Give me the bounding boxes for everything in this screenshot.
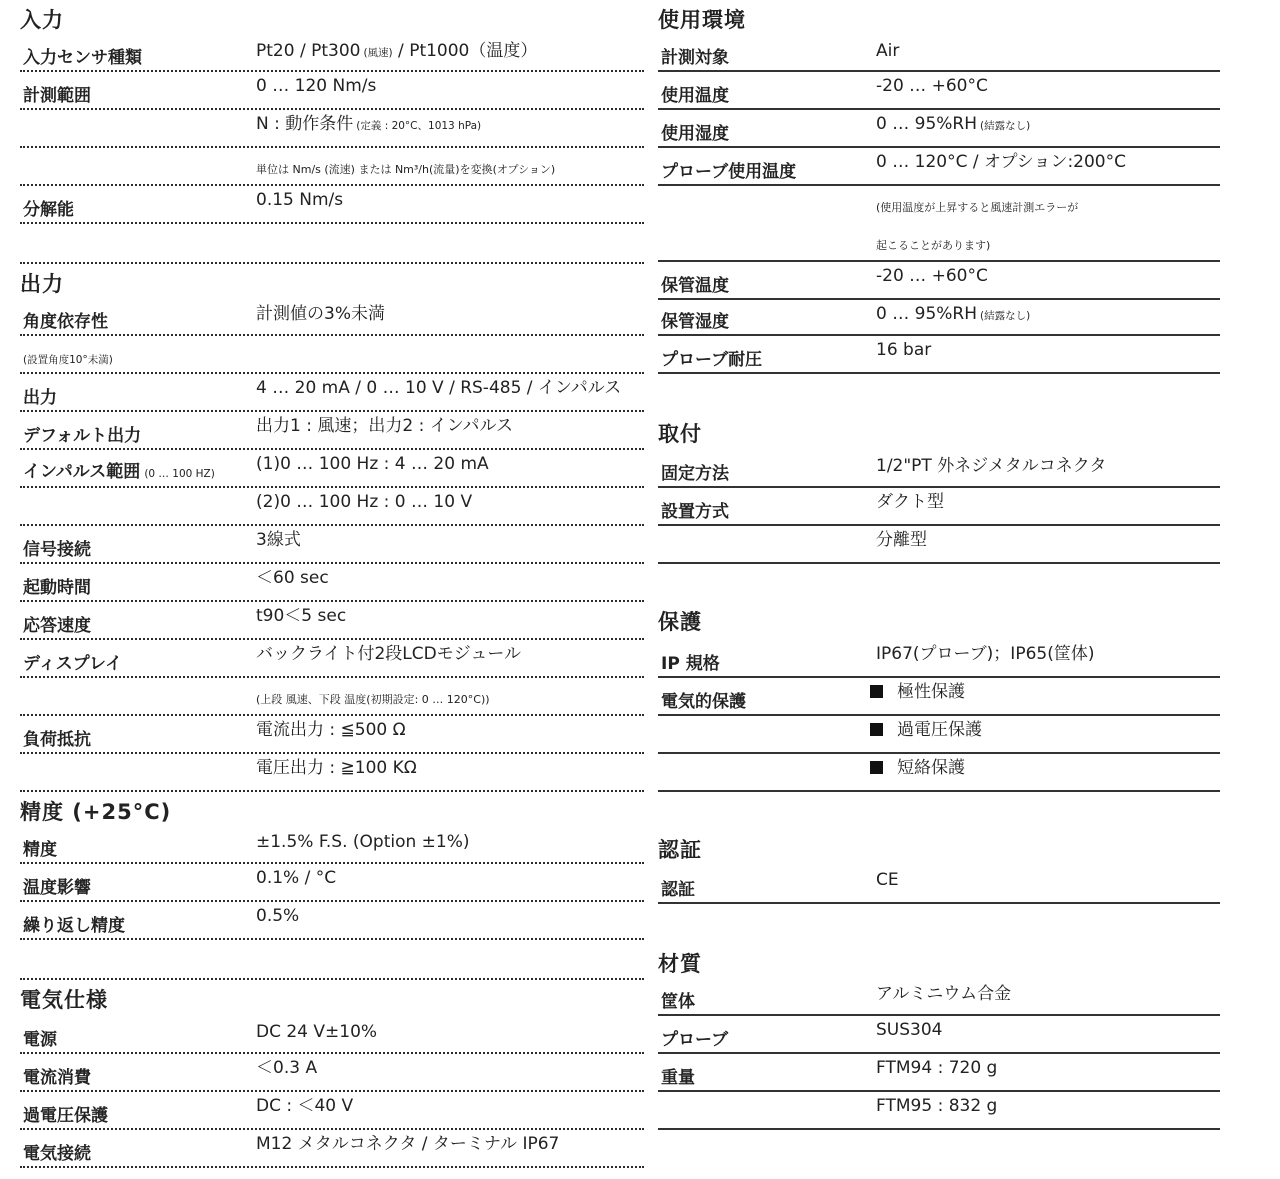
spec-value-text: 0 … 120°C / オプション:200°C: [876, 152, 1126, 172]
spec-row: [658, 72, 1220, 110]
spec-row: [658, 1054, 1220, 1092]
spec-row: [20, 72, 644, 110]
spec-label: [23, 348, 113, 370]
spec-label: [23, 48, 142, 68]
spec-value-text: 0.1% / °C: [256, 868, 337, 888]
spec-row: [20, 602, 644, 640]
spec-row: [20, 754, 644, 792]
spec-label-text: 固定方法: [661, 464, 729, 484]
spec-row: [658, 452, 1220, 488]
spec-value-text: バックライト付2段LCDモジュール: [256, 644, 522, 664]
section-heading: 認証: [658, 838, 702, 862]
spec-row: [20, 374, 644, 412]
spec-label-text: 分解能: [23, 200, 74, 220]
spec-label: [661, 276, 729, 296]
spec-label: [23, 200, 74, 220]
spec-value: [256, 568, 329, 588]
spec-value-text: 16 bar: [876, 340, 932, 360]
spec-label: [23, 312, 108, 332]
section-heading: 材質: [658, 952, 702, 976]
spec-value-note: (結露なし): [980, 310, 1031, 322]
spec-label-text: プローブ: [661, 1030, 729, 1050]
spec-label: [661, 654, 720, 674]
spec-label: [23, 1068, 91, 1088]
spec-label-text: IP 規格: [661, 654, 720, 674]
spec-label-text: 起動時間: [23, 578, 91, 598]
spec-value-text: CE: [876, 870, 899, 890]
spec-value-note: (結露なし): [980, 120, 1031, 132]
spec-label-text: 負荷抵抗: [23, 730, 91, 750]
spec-row: [658, 866, 1220, 904]
spec-row: [658, 526, 1220, 564]
spec-label: [23, 578, 91, 598]
spec-value-text: SUS304: [876, 1020, 943, 1040]
spec-value: [876, 152, 1126, 172]
spec-label-text: インパルス範囲: [23, 462, 141, 482]
spec-value: [256, 114, 481, 136]
spec-row: [20, 450, 644, 488]
spec-label-text: 精度: [23, 840, 57, 860]
spec-value-text: 3線式: [256, 530, 301, 550]
spec-value-text: 過電圧保護: [897, 720, 982, 740]
spec-value-text: 極性保護: [897, 682, 965, 702]
spec-value-text: 1/2"PT 外ネジメタルコネクタ: [876, 456, 1107, 476]
spec-row: [20, 148, 644, 186]
spec-label: [23, 878, 91, 898]
spec-label: [23, 730, 91, 750]
spec-value-note: (風速): [363, 47, 393, 59]
spec-value: [876, 1020, 942, 1040]
spec-value-text: Pt20 / Pt300: [256, 41, 361, 61]
spec-label-text: 使用湿度: [661, 124, 729, 144]
spec-value: [256, 690, 490, 710]
section-heading: 出力: [20, 272, 64, 296]
spec-row: [20, 1054, 644, 1092]
spec-value: [876, 644, 1094, 664]
spec-row: [658, 262, 1220, 300]
spec-value: [876, 1096, 997, 1116]
spec-value-text: DC : ＜40 V: [256, 1096, 354, 1116]
spec-value: [256, 606, 346, 626]
spec-row: [20, 1092, 644, 1130]
spec-value-text: アルミニウム合金: [876, 984, 1012, 1004]
spec-value-text: DC 24 V±10%: [256, 1022, 378, 1042]
spec-row: [658, 716, 1220, 754]
spec-value-text: t90＜5 sec: [256, 606, 347, 626]
spec-value: [256, 906, 299, 926]
spec-label: [661, 502, 729, 522]
spec-value-text: 単位は Nm/s (流速) または Nm³/h(流量)を変換(オプション): [256, 163, 556, 176]
spec-row: [658, 488, 1220, 526]
spec-label: [23, 462, 215, 484]
spec-value: [876, 198, 1078, 218]
spec-value-text: -20 … +60°C: [876, 76, 988, 96]
spec-value: [256, 492, 472, 512]
spec-label-text: 認証: [661, 880, 695, 900]
spec-value: [256, 1022, 377, 1042]
spec-label: [661, 1068, 695, 1088]
spec-value-text: 0 … 95%RH: [876, 304, 978, 324]
section-heading: 精度 (+25°C): [20, 800, 172, 824]
spec-label-text: 筐体: [661, 992, 695, 1012]
spec-row: [658, 1092, 1220, 1130]
spec-label-text: 重量: [661, 1068, 695, 1088]
spec-label-text: 計測対象: [661, 48, 729, 68]
spec-row: [20, 828, 644, 864]
spec-value-text: 出力1 : 風速；出力2 : インパルス: [256, 416, 514, 436]
spec-row: [20, 640, 644, 678]
spec-row: [20, 1130, 644, 1168]
spec-value-text: / Pt1000（温度）: [392, 41, 538, 61]
spec-value-note: (定義 : 20°C、1013 hPa): [356, 120, 482, 132]
spec-label: [661, 464, 729, 484]
spec-value: [876, 456, 1106, 476]
spec-value: [256, 1058, 317, 1078]
spec-label: [23, 388, 57, 408]
spec-label: [23, 1106, 108, 1126]
spec-value-text: N : 動作条件: [256, 114, 354, 134]
spec-label: [23, 1144, 91, 1164]
spec-label-text: プローブ耐圧: [661, 350, 763, 370]
spec-row: [658, 754, 1220, 792]
spec-label-text: 温度影響: [23, 878, 91, 898]
spec-value: [870, 758, 965, 778]
spec-value: [256, 304, 385, 324]
spec-value-text: ダクト型: [876, 492, 944, 512]
spec-value-text: IP67(プローブ)；IP65(筐体): [876, 644, 1095, 664]
spec-value-text: ＜0.3 A: [256, 1058, 318, 1078]
spec-row: [20, 412, 644, 450]
spec-label-text: 入力センサ種類: [23, 48, 142, 68]
spec-row: [20, 1018, 644, 1054]
spec-row: [20, 526, 644, 564]
spec-label-text: 電流消費: [23, 1068, 91, 1088]
spec-label: [661, 124, 729, 144]
spec-value: [256, 720, 406, 740]
spec-row: [658, 37, 1220, 72]
spec-row: [658, 980, 1220, 1016]
spec-value-text: 0.5%: [256, 906, 300, 926]
spec-row: [658, 148, 1220, 186]
spec-label-text: 電源: [23, 1030, 57, 1050]
spec-label-text: 保管温度: [661, 276, 729, 296]
spec-label: [23, 916, 125, 936]
spec-label: [23, 540, 91, 560]
spec-value: [870, 682, 965, 702]
section-heading: 電気仕様: [20, 988, 108, 1012]
spec-label-text: 電気的保護: [661, 692, 746, 712]
spec-value: [876, 236, 990, 256]
spec-value: [876, 340, 931, 360]
spec-value: [876, 76, 988, 96]
spec-value: [876, 266, 988, 286]
spec-row: [20, 902, 644, 940]
spec-label-note: (0 … 100 HZ): [144, 468, 215, 480]
spec-value: [256, 416, 513, 436]
spec-label: [23, 426, 141, 446]
spec-label-text: 電気接続: [23, 1144, 91, 1164]
spec-value-text: (上段 風速、下段 温度(初期設定: 0 … 120°C)): [256, 693, 490, 706]
spec-label-text: プローブ使用温度: [661, 162, 797, 182]
spec-label-text: 設置方式: [661, 502, 729, 522]
spec-value-text: 4 … 20 mA / 0 … 10 V / RS-485 / インパルス: [256, 378, 622, 398]
spec-label-text: デフォルト出力: [23, 426, 142, 446]
spec-value-text: 分離型: [876, 530, 927, 550]
spec-value: [876, 41, 899, 61]
spec-label: [23, 654, 122, 674]
spec-label: [23, 840, 57, 860]
spec-label: [661, 312, 729, 332]
spec-label-note: (設置角度10°未満): [23, 354, 113, 366]
spec-value-text: 計測値の3%未満: [256, 304, 385, 324]
spec-value: [256, 378, 621, 398]
spec-value-text: FTM94 : 720 g: [876, 1058, 998, 1078]
spec-value: [876, 530, 927, 550]
spec-value: [876, 1058, 997, 1078]
spec-row: [20, 678, 644, 716]
spec-row: [20, 37, 644, 72]
spec-value: [256, 160, 555, 180]
spec-row: [658, 640, 1220, 678]
spec-value: [876, 492, 944, 512]
spec-label-text: 出力: [23, 388, 57, 408]
spec-value-text: (2)0 … 100 Hz : 0 … 10 V: [256, 492, 473, 512]
spec-value: [256, 832, 470, 852]
spec-value-text: M12 メタルコネクタ / ターミナル IP67: [256, 1134, 560, 1154]
section-heading: 使用環境: [658, 8, 746, 32]
spec-value: [256, 454, 489, 474]
spec-value: [256, 868, 336, 888]
spec-label-text: 過電圧保護: [23, 1106, 108, 1126]
spec-label: [661, 48, 729, 68]
spec-value-text: 0 … 95%RH: [876, 114, 978, 134]
spec-row: [658, 336, 1220, 374]
section-heading: 保護: [658, 610, 702, 634]
spec-value: [256, 190, 343, 210]
square-bullet-icon: [870, 761, 883, 774]
spec-label: [661, 1030, 728, 1050]
spec-row: [20, 564, 644, 602]
spec-label-text: 使用温度: [661, 86, 729, 106]
spec-value-text: FTM95 : 832 g: [876, 1096, 998, 1116]
spec-value-text: (使用温度が上昇すると風速計測エラーが: [876, 201, 1079, 214]
spec-label: [23, 1030, 57, 1050]
spec-value: [876, 984, 1011, 1004]
spec-row: [658, 110, 1220, 148]
spec-row: [20, 864, 644, 902]
spec-label: [661, 86, 729, 106]
section-spacer: [20, 940, 644, 980]
spec-row: [658, 186, 1220, 224]
spec-row: [20, 488, 644, 526]
spec-label-text: 信号接続: [23, 540, 91, 560]
spec-row: [658, 224, 1220, 262]
spec-value-text: 電流出力 : ≦500 Ω: [256, 720, 406, 740]
section-heading: 入力: [20, 8, 64, 32]
spec-value: [256, 1096, 353, 1116]
spec-value-text: 起こることがあります): [876, 239, 991, 252]
spec-label: [661, 880, 695, 900]
spec-value: [876, 114, 1030, 136]
spec-row: [20, 110, 644, 148]
spec-value: [256, 758, 417, 778]
spec-value: [870, 720, 982, 740]
spec-value-text: ±1.5% F.S. (Option ±1%): [256, 832, 470, 852]
spec-label-text: 角度依存性: [23, 312, 108, 332]
spec-value-text: ＜60 sec: [256, 568, 329, 588]
spec-value: [876, 870, 899, 890]
spec-value: [256, 41, 537, 63]
spec-label-text: 繰り返し精度: [23, 916, 125, 936]
spec-value: [256, 76, 376, 96]
spec-label-text: 保管湿度: [661, 312, 729, 332]
spec-value-text: -20 … +60°C: [876, 266, 988, 286]
spec-label: [23, 616, 91, 636]
spec-value-text: 電圧出力 : ≧100 KΩ: [256, 758, 417, 778]
spec-row: [658, 300, 1220, 336]
spec-label: [661, 992, 695, 1012]
spec-row: [658, 678, 1220, 716]
spec-row: [658, 1016, 1220, 1054]
spec-value: [256, 1134, 559, 1154]
spec-label: [661, 162, 796, 182]
square-bullet-icon: [870, 685, 883, 698]
spec-row: [20, 186, 644, 224]
spec-label: [661, 692, 746, 712]
spec-label-text: 計測範囲: [23, 86, 91, 106]
spec-row: [20, 300, 644, 336]
spec-label-text: ディスプレイ: [23, 654, 123, 674]
spec-value-text: (1)0 … 100 Hz : 4 … 20 mA: [256, 454, 489, 474]
spec-value-text: 0 … 120 Nm/s: [256, 76, 377, 96]
section-heading: 取付: [658, 422, 702, 446]
spec-value: [256, 530, 301, 550]
section-spacer: [20, 224, 644, 264]
spec-label: [661, 350, 762, 370]
spec-value-text: 短絡保護: [897, 758, 965, 778]
spec-label-text: 応答速度: [23, 616, 91, 636]
spec-value-text: Air: [876, 41, 900, 61]
spec-row: [20, 336, 644, 374]
spec-value-text: 0.15 Nm/s: [256, 190, 344, 210]
spec-value: [256, 644, 521, 664]
spec-label: [23, 86, 91, 106]
square-bullet-icon: [870, 723, 883, 736]
spec-row: [20, 716, 644, 754]
spec-value: [876, 304, 1030, 326]
